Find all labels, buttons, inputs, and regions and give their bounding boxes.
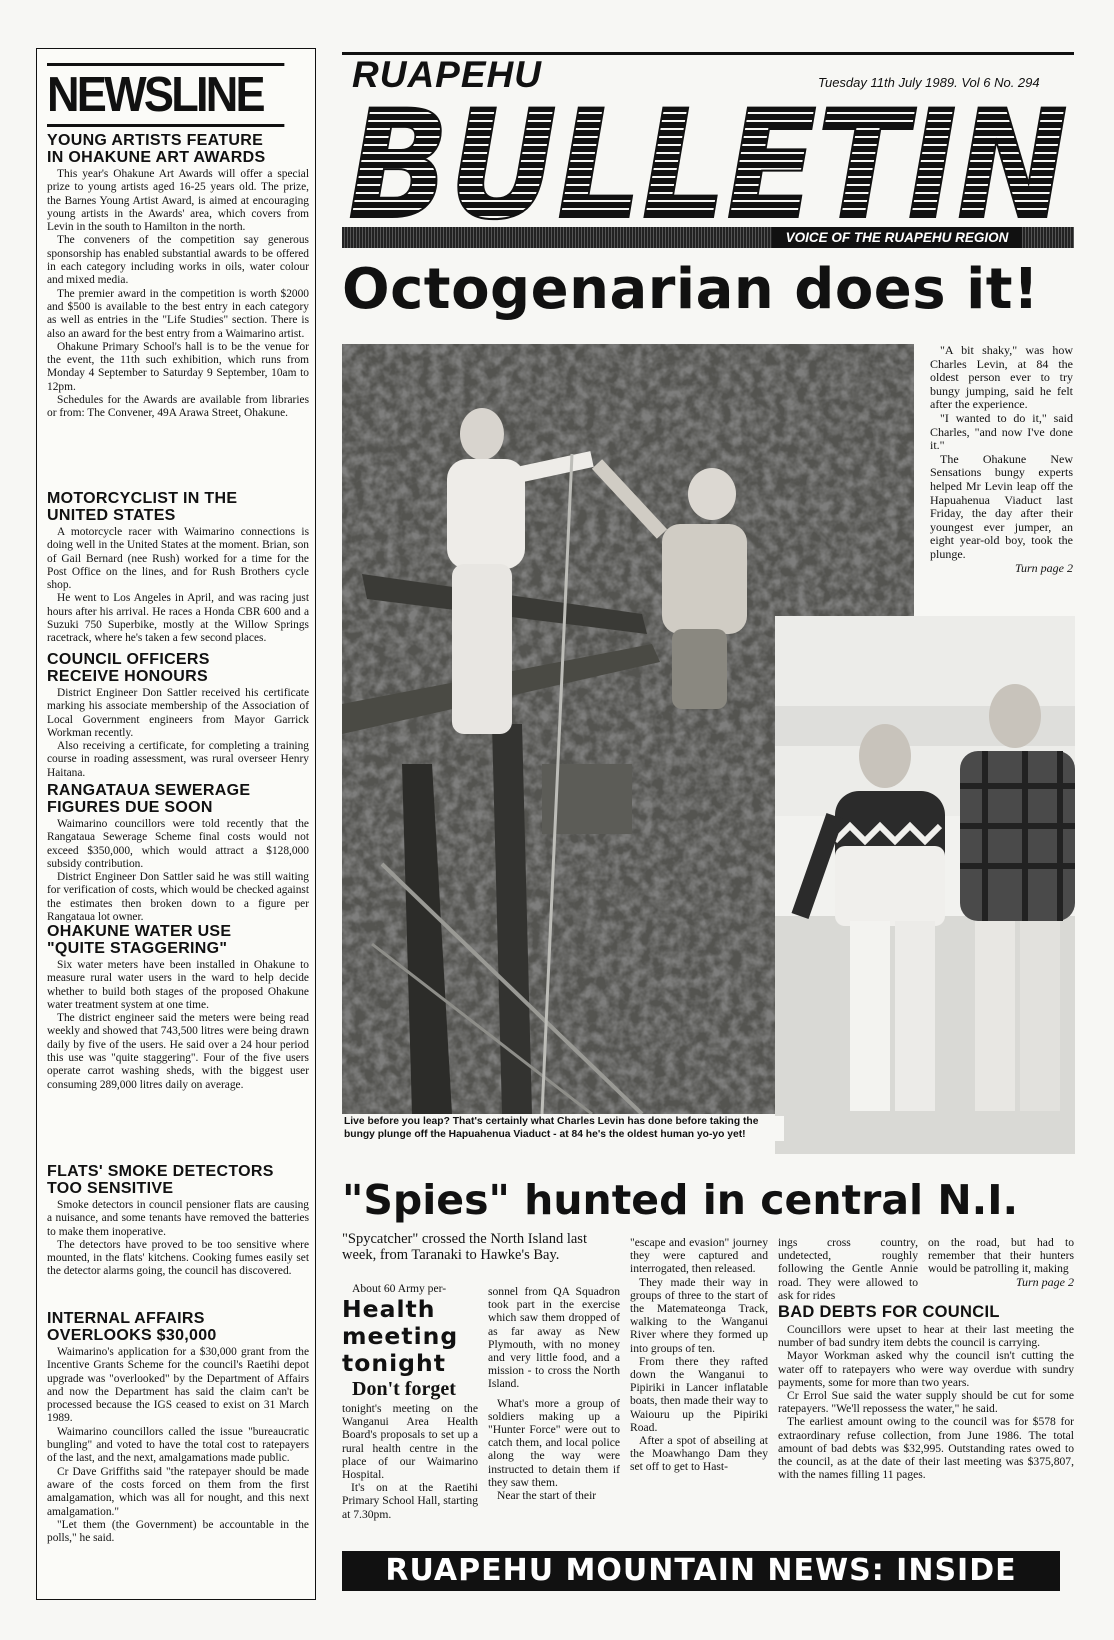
- story-body-motorcyclist: A motorcycle racer with Waimarino connections is doing well in the United States at the moment. Brian, son of Gail Bernard (nee Rush) worked for a time for the Post Office on the lines, and for Rush Brothers cycle shop. He went to Los Angeles in April, and was racing just hours after his arrival. He races a Honda CBR 600 and a Suzuki 750 Superbike, mostly at the Willow Springs racetrack, where he's taken a few second places.: [47, 526, 309, 645]
- masthead-tagline: VOICE OF THE RUAPEHU REGION: [772, 227, 1022, 248]
- bad-debts-body: Councillors were upset to hear at their last meeting the number of bad sundry item debts the council is carrying. Mayor Workman asked why the council isn't cutting the water off to ratepayers who were way overdue with sundry payments, some for more than two years. Cr Errol Sue said the water supply should be cut for some ratepayers. "We'll repossess the water," he said. The earliest amount owing to the council was for $578 for extraordinary refuse collection, from June 1986. The total amount of bad debts was $32,995. Outstanding rates owed to the council, as at the date of their last meeting was $375,807, with the names filling 11 pages.: [778, 1323, 1074, 1482]
- spies-intro: "Spycatcher" crossed the North Island last week, from Taranaki to Hawke's Bay.: [342, 1231, 587, 1263]
- masthead-bulletin-text: BULLETIN: [348, 99, 1068, 225]
- photo-caption: Live before you leap? That's certainly what Charles Levin has done before taking the bungy plunge off the Hapuahenua Viaduct - at 84 he's the oldest human yo-yo yet!: [344, 1116, 784, 1141]
- masthead-ruapehu: RUAPEHU: [352, 54, 542, 95]
- charles-levin-photo: [775, 616, 1075, 1154]
- spies-col1: About 60 Army per-: [352, 1282, 447, 1295]
- spies-turn-page: Turn page 2: [1015, 1274, 1074, 1289]
- story-body-internal-affairs: Waimarino's application for a $30,000 grant from the Incentive Grants Scheme for the council's Raetihi depot upgrade was "overlooked" by the Department of Affairs and now the Department has said the claim can't be processed because the IGS ceased to exist on 31 March 1989. Waimarino councillors called the issue "bureaucratic bungling" and voted to have the total cost to ratepayers of the last, and the next, amalgamations made public. Cr Dave Griffiths said "the ratepayer should be made aware of the costs forced on them from the first amalgamation, which was all for nought, and this next amalgamation." "Let them (the Government) be accountable in the polls," he said.: [47, 1346, 309, 1545]
- story-headline-motorcyclist: MOTORCYCLIST IN THE UNITED STATES: [47, 490, 238, 524]
- story-headline-internal-affairs: INTERNAL AFFAIRS OVERLOOKS $30,000: [47, 1310, 217, 1344]
- story-body-council-officers: District Engineer Don Sattler received his certificate marking his associate membership of the Association of Local Government engineers from Mayor Garrick Workman recently. Also receiving a certificate, for completing a training course in roading assessment, was rural overseer Henry Haitana.: [47, 687, 309, 779]
- mountain-news-banner: RUAPEHU MOUNTAIN NEWS: INSIDE: [342, 1551, 1060, 1591]
- masthead-bulletin-logo: [342, 99, 1074, 225]
- health-headline: Health meeting tonight: [342, 1295, 459, 1377]
- story-headline-smoke-detectors: FLATS' SMOKE DETECTORS TOO SENSITIVE: [47, 1163, 274, 1197]
- newsline-sidebar: [36, 48, 316, 1600]
- spies-col4: ings cross country, undetected, roughly following the Gentle Annie road. They were allowed to ask for rides: [778, 1236, 918, 1302]
- story-body-water-use: Six water meters have been installed in Ohakune to measure rural water users in the ward to help decide whether to build both stages of the proposed Ohakune water treatment system at one time. The district engineer said the meters were being read weekly and showed that 743,500 litres were being drawn daily by five of the users. He said over a 24 hour period this use was "quite staggering". Four of the five users operate carrot washing sheds, with the biggest user consuming 289,000 litres daily on average.: [47, 959, 309, 1091]
- lead-story-body: "A bit shaky," was how Charles Levin, at 84 the oldest person ever to try bungy jumping, said he felt after the experience. "I wanted to do it," said Charles, "and now I've done it." The Ohakune New Sensations bungy experts helped Mr Levin leap off the Hapuahenua Viaduct last Friday, the day after their youngest ever jumper, an eight year-old boy, took the plunge. Turn page 2: [930, 343, 1073, 575]
- story-headline-water-use: OHAKUNE WATER USE "QUITE STAGGERING": [47, 923, 232, 957]
- story-body-smoke-detectors: Smoke detectors in council pensioner flats are causing a nuisance, and some tenants have removed the batteries to make them inoperative. The detectors have proved to be too sensitive where mounted, in the flats' kitchens. Cooking fumes easily set the detector alarms going, the council has discovered.: [47, 1199, 309, 1278]
- spies-headline: "Spies" hunted in central N.I.: [342, 1176, 1019, 1224]
- story-headline-art-awards: YOUNG ARTISTS FEATURE IN OHAKUNE ART AWARDS: [47, 132, 266, 166]
- lead-headline: Octogenarian does it!: [342, 257, 1040, 322]
- health-subhead: Don't forget: [352, 1378, 456, 1400]
- spies-col5: on the road, but had to remember that their hunters would be patrolling it, making Turn page 2: [928, 1236, 1074, 1289]
- lead-turn-page: Turn page 2: [1014, 560, 1073, 575]
- spies-col2: sonnel from QA Squadron took part in the exercise which saw them dropped of as far away as New Plymouth, with no money and very little food, and a mission - to cross the North Island. What's more a group of soldiers making up a "Hunter Force" were out to catch them, and local police along the way were instructed to detain them if they saw them. Near the start of their: [488, 1285, 620, 1503]
- story-headline-council-officers: COUNCIL OFFICERS RECEIVE HONOURS: [47, 651, 210, 685]
- issue-date: Tuesday 11th July 1989. Vol 6 No. 294: [818, 75, 1040, 90]
- story-body-rangataua: Waimarino councillors were told recently that the Rangataua Sewerage Scheme final costs would not exceed $350,000, which would attract a $128,000 subsidy contribution. District Engineer Don Sattler said he was still waiting for verification of costs, which would be checked against the estimates then broken down to a figure per Rangataua lot owner.: [47, 818, 309, 924]
- story-headline-rangataua: RANGATAUA SEWERAGE FIGURES DUE SOON: [47, 782, 251, 816]
- newsline-title: NEWSLINE: [47, 63, 284, 127]
- story-body-art-awards: This year's Ohakune Art Awards will offer a special prize to young artists aged 16-25 years old. The prize, the Barnes Young Artist Award, is aimed at encouraging young artists in the Awards' area, which covers from Levin in the south to Hamilton in the north. The conveners of the competition say generous sponsorship has enabled substantial awards to be offered in each category including works in oils, water colour and mixed media. The premier award in the competition is worth $2000 and $500 is available to the best entry in each category as well as entries in the "Life Studies" section. There is also an award for the best entry from a Waimarino artist. Ohakune Primary School's hall is to be the venue for the event, the 11th such exhibition, which runs from Monday 4 September to Saturday 9 September, 10am to 12pm. Schedules for the Awards are available from libraries or from: The Convener, 49A Arawa Street, Ohakune.: [47, 168, 309, 420]
- bad-debts-headline: BAD DEBTS FOR COUNCIL: [778, 1303, 1000, 1321]
- spies-col3: "escape and evasion" journey they were captured and interrogated, then released. They made their way in groups of three to the start of the Matemateonga Track, walking to the Wanganui River where they formed up into groups of ten. From there they rafted down the Wanganui to Pipiriki in Lancer inflatable boats, then made their way to Waiouru up the Pipiriki Road. After a spot of abseiling at the Moawhango Dam they set off to get to Hast-: [630, 1236, 768, 1474]
- health-body: tonight's meeting on the Wanganui Area Health Board's proposals to set up a rural health centre in the place of our Waimarino Hospital. It's on at the Raetihi Primary School Hall, starting at 7.30pm.: [342, 1402, 478, 1521]
